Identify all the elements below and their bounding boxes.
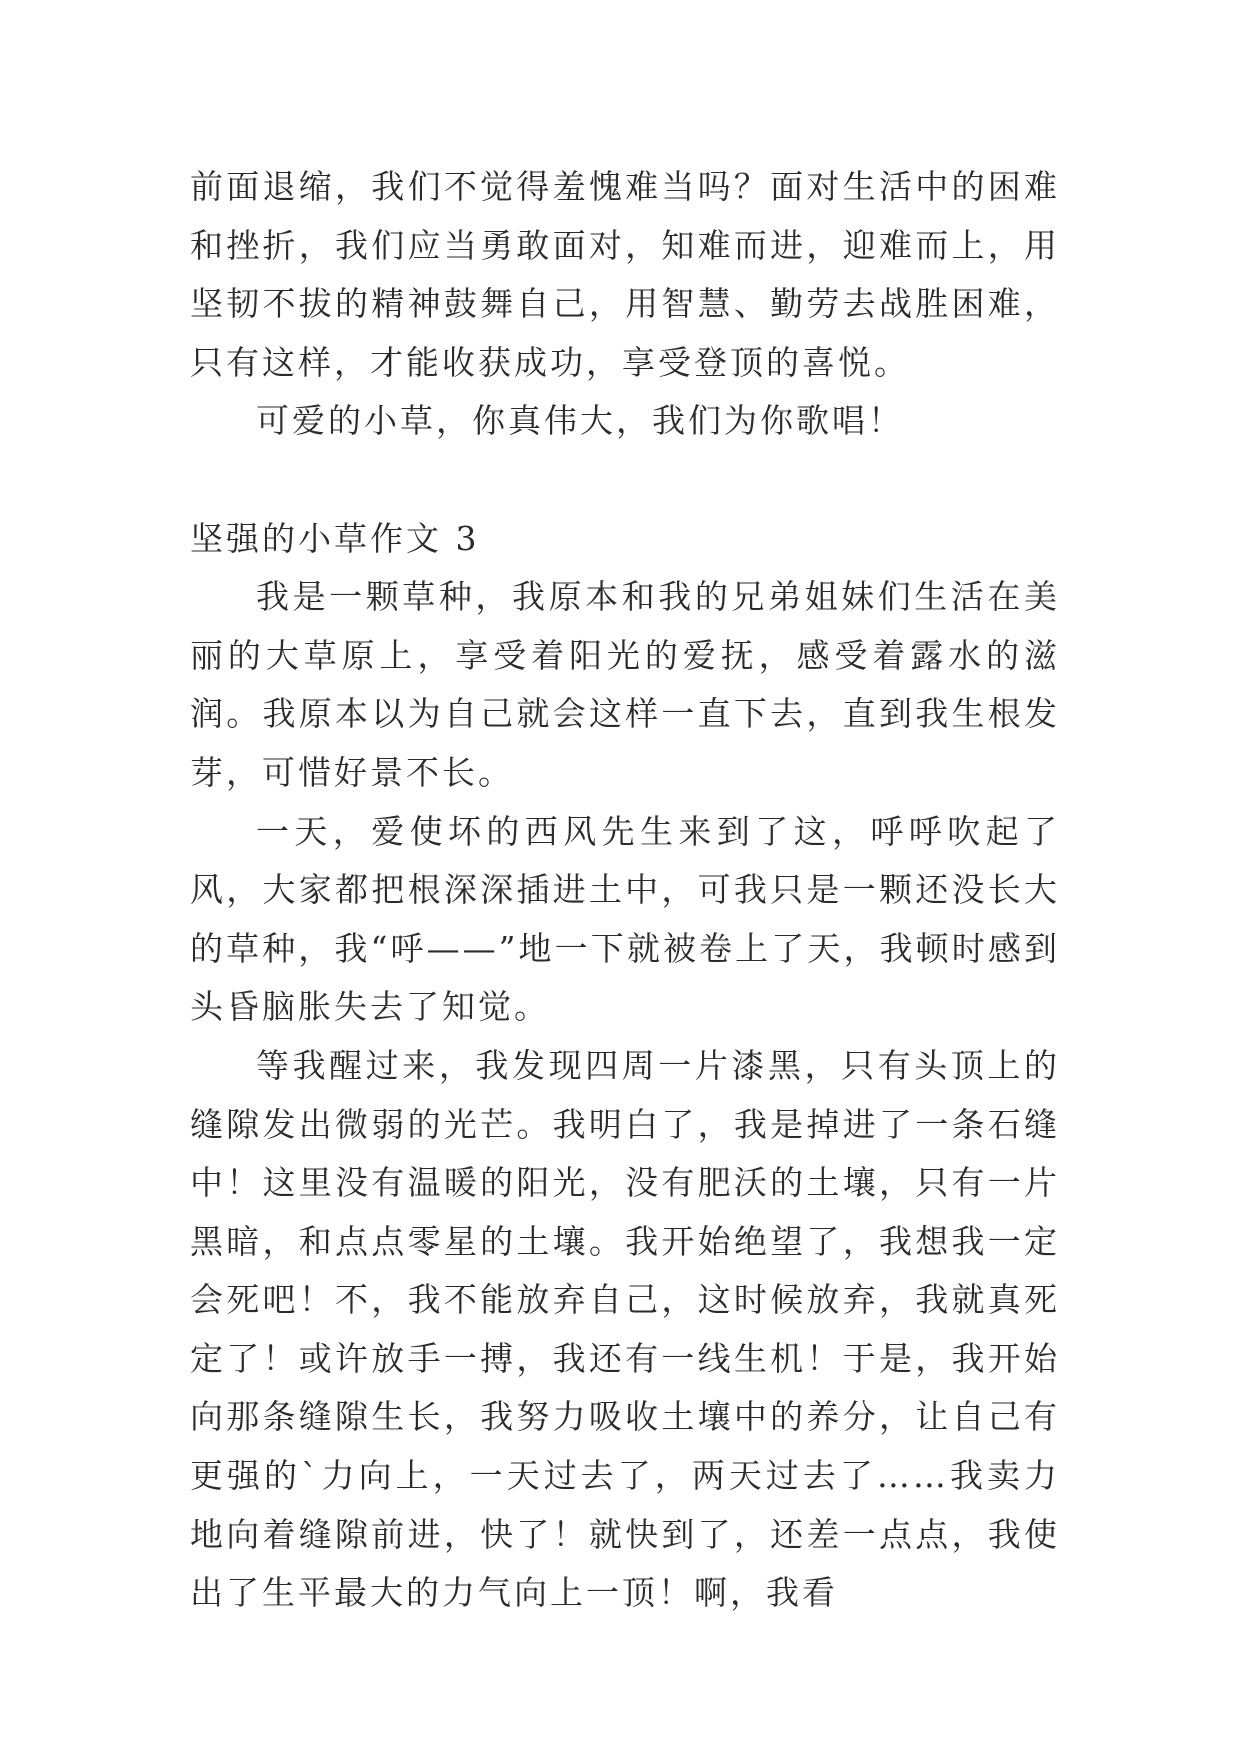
- paragraph-continued: 前面退缩，我们不觉得羞愧难当吗？面对生活中的困难和挫折，我们应当勇敢面对，知难而进，迎难而上，用坚韧不拔的精神鼓舞自己，用智慧、勤劳去战胜困难，只有这样，才能收获成功，享受登顶的喜悦。: [190, 167, 1060, 382]
- paragraph-wind: 一天，爱使坏的西风先生来到了这，呼呼吹起了风，大家都把根深深插进土中，可我只是一颗还没长大的草种，我“呼——”地一下就被卷上了天，我顿时感到头昏脑胀失去了知觉。: [190, 811, 1060, 1027]
- paragraph-crevice: 等我醒过来，我发现四周一片漆黑，只有头顶上的缝隙发出微弱的光芒。我明白了，我是掉进了一条石缝中！这里没有温暖的阳光，没有肥沃的土壤，只有一片黑暗，和点点零星的土壤。我开始绝望了，我想我一定会死吧！不，我不能放弃自己，这时候放弃，我就真死定了！或许放手一搏，我还有一线生机！于是，我开始向那条缝隙生长，我努力吸收土壤中的养分，让自己有更强的`力向上，一天过去了，两天过去了……我卖力地向着缝隙前进，快了！就快到了，还差一点点，我使出了生平最大的力气向上一顶！啊，我看: [190, 1045, 1060, 1613]
- section-title: 坚强的小草作文 3: [190, 518, 480, 558]
- document-body: [190, 158, 1060, 1623]
- section-spacer: [190, 451, 1060, 510]
- paragraph-intro: 我是一颗草种，我原本和我的兄弟姐妹们生活在美丽的大草原上，享受着阳光的爱抚，感受着露水的滋润。我原本以为自己就会这样一直下去，直到我生根发芽，可惜好景不长。: [190, 577, 1060, 792]
- paragraph-praise: 可爱的小草，你真伟大，我们为你歌唱！: [256, 401, 904, 441]
